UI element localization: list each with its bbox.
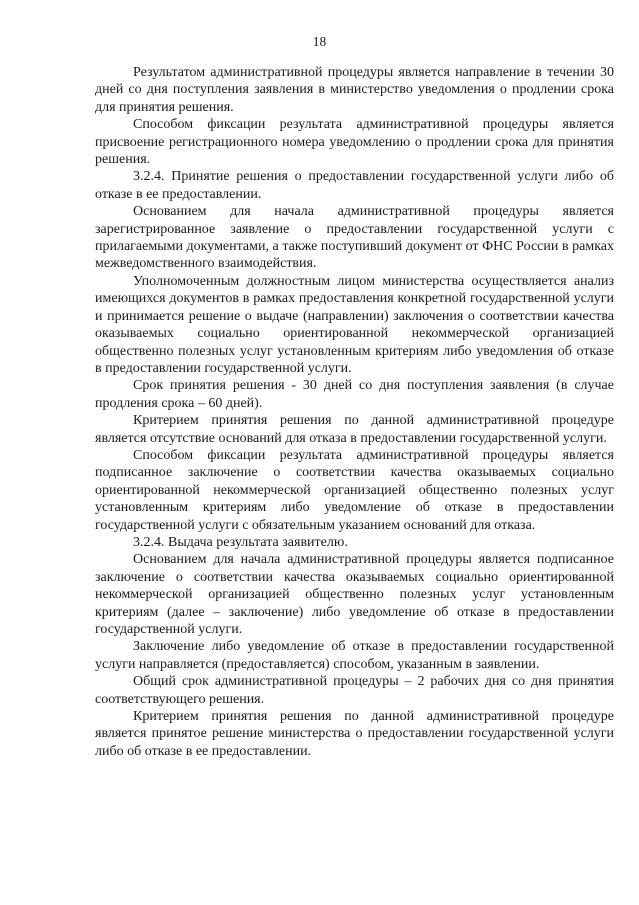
paragraph-official-analysis: Уполномоченным должностным лицом министерства осуществляется анализ имеющихся документов в рамках предоставления конкретной государственной услуги и принимается решение о выдаче (направлении) заключения о соответствии качества оказываемых социально ориентированной некоммерческой организацией общественно полезных услуг установленным критериям либо уведомления об отказе в предоставлении государственной услуги. bbox=[95, 273, 614, 376]
paragraph-basis-start: Основанием для начала административной процедуры является зарегистрированное заявление о предоставлении государственной услуги с прилагаемыми документами, а также поступивший документ от ФНС России в рамках межведомственного взаимодействия. bbox=[95, 204, 614, 272]
paragraph-total-term: Общий срок административной процедуры – 2 рабочих дня со дня принятия соответствующего решения. bbox=[95, 674, 614, 707]
paragraph-fixation-signed: Способом фиксации результата административной процедуры является подписанное заключение о соответствии качества оказываемых социально ориентированной некоммерческой организацией общественно полезных услуг установленным критериям либо уведомление об отказе в предоставлении государственной услуги с обязательным указанием оснований для отказа. bbox=[95, 447, 614, 533]
paragraph-delivery-method: Заключение либо уведомление об отказе в предоставлении государственной услуги направляется (предоставляется) способом, указанным в заявлении. bbox=[95, 639, 614, 672]
paragraph-issuance-criterion: Критерием принятия решения по данной административной процедуре является принятое решение министерства о предоставлении государственной услуги либо об отказе в ее предоставлении. bbox=[95, 709, 614, 759]
paragraph-fixation-registration: Способом фиксации результата административной процедуры является присвоение регистрационного номера уведомлению о продлении срока для принятия решения. bbox=[95, 117, 614, 168]
section-heading-3-2-4-decision: 3.2.4. Принятие решения о предоставлении государственной услуги либо об отказе в ее предоставлении. bbox=[95, 169, 614, 202]
paragraph-result-notification: Результатом административной процедуры является направление в течении 30 дней со дня поступления заявления в министерство уведомления о продлении срока для принятия решения. bbox=[95, 65, 614, 115]
document-body bbox=[95, 64, 614, 760]
page-number: 18 bbox=[312, 34, 327, 49]
paragraph-issuance-basis: Основанием для начала административной процедуры является подписанное заключение о соответствии качества оказываемых социально ориентированной некоммерческой организацией общественно полезных услуг установленным критериям (далее – заключение) либо уведомление об отказе в предоставлении государственной услуги. bbox=[95, 552, 614, 637]
paragraph-decision-criterion: Критерием принятия решения по данной административной процедуре является отсутствие оснований для отказа в предоставлении государственной услуги. bbox=[95, 413, 614, 446]
section-heading-3-2-4-issuance: 3.2.4. Выдача результата заявителю. bbox=[133, 534, 348, 550]
paragraph-decision-term: Срок принятия решения - 30 дней со дня поступления заявления (в случае продления срока – 60 дней). bbox=[95, 378, 614, 411]
